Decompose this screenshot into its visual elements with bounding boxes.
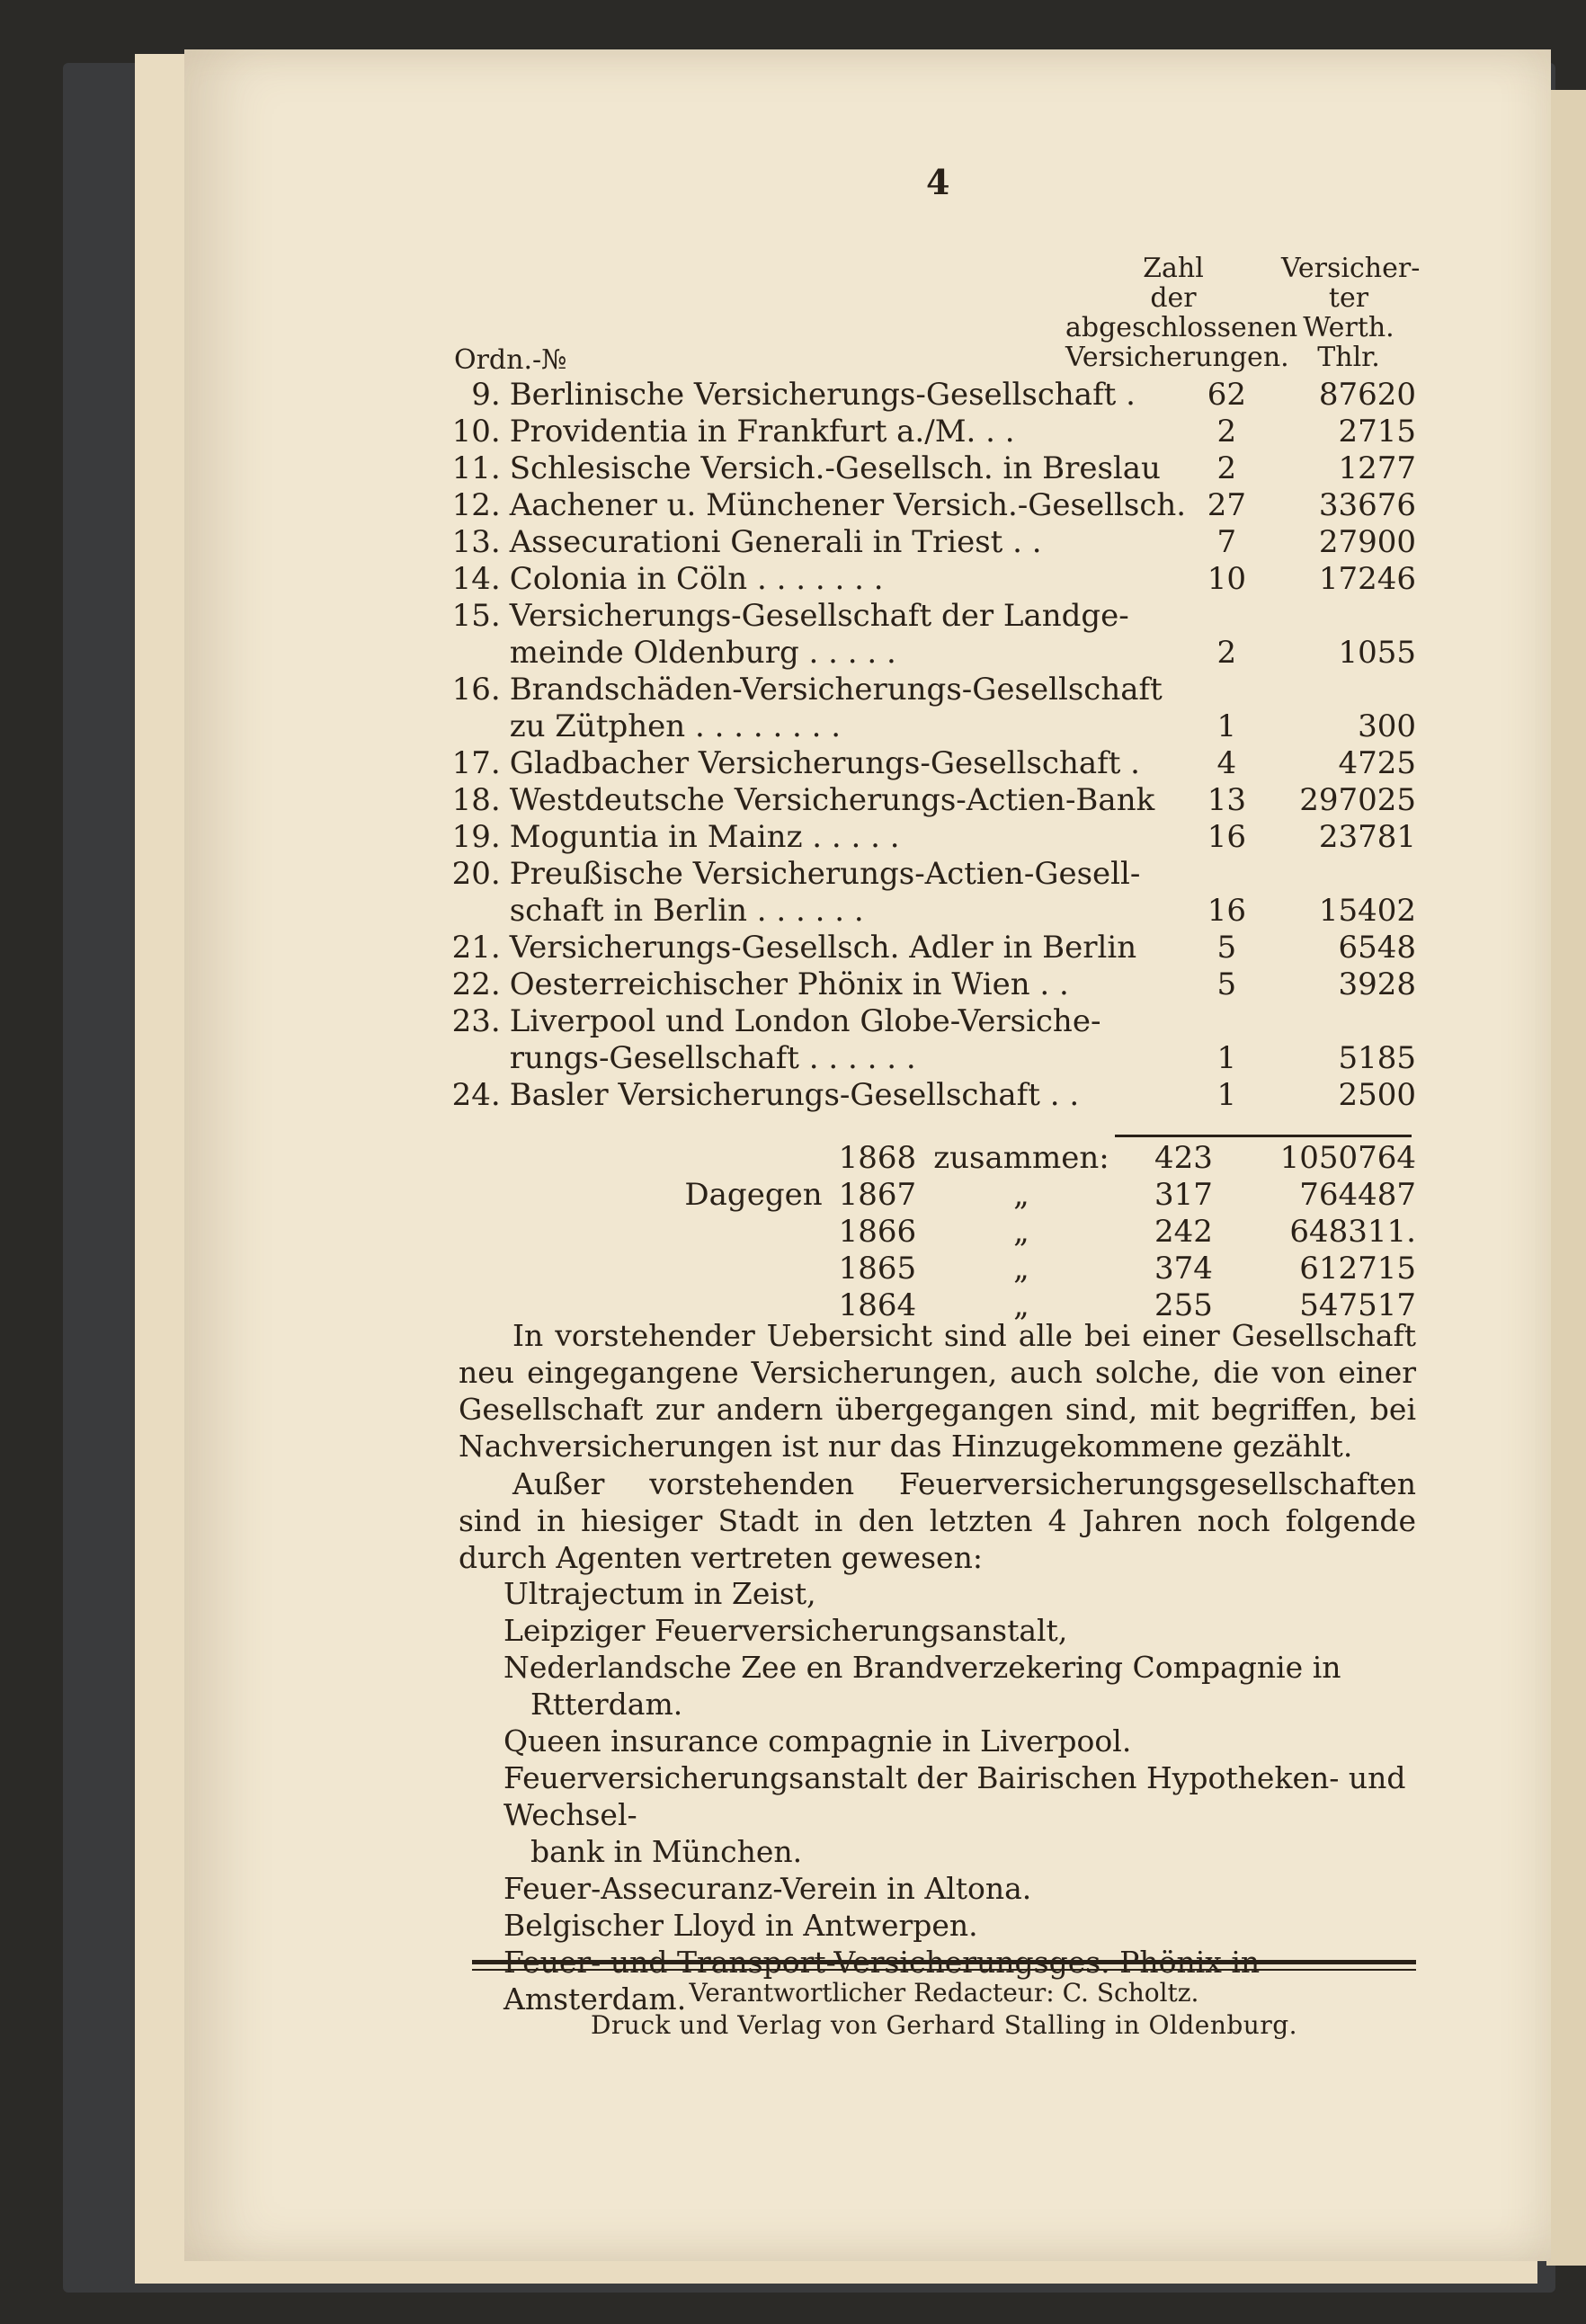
summary-suffix: „ xyxy=(1013,1214,1029,1250)
insured-value: 2500 xyxy=(1338,1077,1416,1113)
insured-value: 27900 xyxy=(1318,524,1416,560)
insured-value: 297025 xyxy=(1299,782,1416,818)
company-name: Liverpool und London Globe-Versiche- xyxy=(509,1003,1101,1039)
row-number: 13. xyxy=(451,524,501,560)
agent-item xyxy=(503,1870,1421,1907)
table-row xyxy=(450,450,1416,486)
contract-count: 7 xyxy=(1216,524,1237,560)
company-name: Westdeutsche Versicherungs-Actien-Bank xyxy=(509,782,1155,818)
insured-value: 23781 xyxy=(1318,819,1416,855)
company-name: Versicherungs-Gesellschaft der Landge- xyxy=(509,598,1129,634)
agent-line: Leipziger Feuerversicherungsanstalt, xyxy=(503,1613,1068,1648)
table-row xyxy=(450,929,1416,966)
company-name: rungs-Gesellschaft . . . . . . xyxy=(509,1040,916,1076)
agent-item xyxy=(503,1575,1421,1612)
summary-label: Dagegen xyxy=(684,1177,823,1213)
insured-value: 5185 xyxy=(1338,1040,1416,1076)
agent-line: Nederlandsche Zee en Brandverzekering Compagnie in xyxy=(503,1650,1341,1685)
header-zahl xyxy=(1065,253,1298,373)
contract-count: 1 xyxy=(1216,1077,1237,1113)
insured-value xyxy=(1268,855,1416,892)
insured-value: 33676 xyxy=(1318,487,1416,523)
insured-value: 87620 xyxy=(1318,377,1416,413)
contract-count xyxy=(1186,671,1268,708)
header-zahl-line: Zahl xyxy=(1143,253,1204,284)
summary-suffix: „ xyxy=(1013,1251,1029,1287)
insured-value xyxy=(1268,1002,1416,1039)
header-versichert xyxy=(1281,253,1421,373)
contract-count: 62 xyxy=(1207,377,1246,413)
table-row xyxy=(450,376,1416,413)
insurance-table xyxy=(450,376,1416,1113)
paragraph-note: In vorstehender Uebersicht sind alle bei einer Gesellschaft neu eingegangene Versicherungen, auch solche, die von einer Gesellschaft zur andern übergegangen sind, mit begriffen, bei Nachversicherungen ist nur das Hinzugekommene gezählt. xyxy=(459,1318,1416,1464)
paragraph-agents-intro: Außer vorstehenden Feuerversicherungsgesellschaften sind in hiesiger Stadt in den letzten 4 Jahren noch folgende durch Agenten vertreten gewesen: xyxy=(459,1466,1416,1575)
summary-count: 255 xyxy=(1154,1287,1213,1323)
company-name: Versicherungs-Gesellsch. Adler in Berlin xyxy=(509,930,1137,966)
row-number: 12. xyxy=(451,487,501,523)
company-name: meinde Oldenburg . . . . . xyxy=(509,635,896,671)
footer-rule xyxy=(472,1969,1416,1971)
company-name: Berlinische Versicherungs-Gesellschaft . xyxy=(509,377,1136,413)
summary-suffix: „ xyxy=(1013,1177,1029,1213)
summary-value: 764487 xyxy=(1299,1177,1416,1213)
agent-item xyxy=(503,1759,1421,1870)
summary-value: 612715 xyxy=(1299,1251,1416,1287)
contract-count: 5 xyxy=(1216,930,1237,966)
row-number: 16. xyxy=(451,672,501,708)
summary-table xyxy=(629,1139,1416,1323)
table-row xyxy=(450,597,1416,634)
company-name: Basler Versicherungs-Gesellschaft . . xyxy=(509,1077,1080,1113)
summary-year: 1864 xyxy=(838,1287,917,1323)
table-row xyxy=(450,1076,1416,1113)
company-name: Schlesische Versich.-Gesellsch. in Breslau xyxy=(509,450,1161,486)
row-number: 23. xyxy=(451,1003,501,1039)
summary-suffix: „ xyxy=(1013,1287,1029,1323)
summary-value: 1050764 xyxy=(1279,1140,1416,1176)
summary-count: 242 xyxy=(1154,1214,1213,1250)
contract-count: 16 xyxy=(1207,893,1246,929)
contract-count xyxy=(1186,597,1268,634)
contract-count: 1 xyxy=(1216,1040,1237,1076)
summary-row xyxy=(629,1250,1416,1287)
insured-value: 15402 xyxy=(1318,893,1416,929)
summary-row xyxy=(629,1176,1416,1213)
table-row xyxy=(450,708,1416,744)
insured-value xyxy=(1268,671,1416,708)
row-number xyxy=(450,708,510,744)
agent-item xyxy=(503,1612,1421,1649)
company-name: Assecurationi Generali in Triest . . xyxy=(509,524,1042,560)
agent-item xyxy=(503,1723,1421,1759)
header-vers-line: Versicher- xyxy=(1281,253,1421,284)
company-name: Providentia in Frankfurt a./M. . . xyxy=(509,414,1015,450)
summary-year: 1867 xyxy=(838,1177,917,1213)
company-name: schaft in Berlin . . . . . . xyxy=(509,893,864,929)
agent-line: Queen insurance compagnie in Liverpool. xyxy=(503,1723,1132,1759)
table-row xyxy=(450,892,1416,929)
table-row xyxy=(450,1039,1416,1076)
table-row xyxy=(450,560,1416,597)
summary-value: 648311. xyxy=(1289,1214,1416,1250)
agent-line: Belgischer Lloyd in Antwerpen. xyxy=(503,1908,978,1943)
insured-value: 4725 xyxy=(1338,745,1416,781)
contract-count: 10 xyxy=(1207,561,1246,597)
agent-line: Feuer- und Transport-Versicherungsges. Phönix in Amsterdam. xyxy=(503,1945,1261,2017)
table-row xyxy=(450,855,1416,892)
contract-count: 4 xyxy=(1216,745,1237,781)
header-vers-line: ter xyxy=(1328,282,1369,314)
insured-value: 1277 xyxy=(1338,450,1416,486)
summary-count: 317 xyxy=(1154,1177,1213,1213)
table-row xyxy=(450,634,1416,671)
row-number: 22. xyxy=(451,966,501,1002)
contract-count: 5 xyxy=(1216,966,1237,1002)
agents-list xyxy=(503,1575,1421,2017)
agent-line: Feuerversicherungsanstalt der Bairischen Hypotheken- und Wechsel- xyxy=(503,1760,1406,1832)
agent-item xyxy=(503,1907,1421,1944)
row-number: 21. xyxy=(451,930,501,966)
row-number: 9. xyxy=(471,377,501,413)
company-name: Moguntia in Mainz . . . . . xyxy=(509,819,900,855)
table-row xyxy=(450,744,1416,781)
summary-year: 1865 xyxy=(838,1251,917,1287)
table-row xyxy=(450,966,1416,1002)
agent-line-continued: Rtterdam. xyxy=(530,1687,683,1722)
summary-label xyxy=(629,1250,839,1287)
summary-label xyxy=(629,1213,839,1250)
row-number xyxy=(450,1039,510,1076)
insured-value: 2715 xyxy=(1338,414,1416,450)
row-number: 14. xyxy=(451,561,501,597)
footer-printer: Druck und Verlag von Gerhard Stalling in Oldenburg. xyxy=(590,2010,1298,2040)
insured-value: 3928 xyxy=(1338,966,1416,1002)
company-name: Preußische Versicherungs-Actien-Gesell- xyxy=(509,856,1141,892)
agent-item xyxy=(503,1649,1421,1723)
summary-row xyxy=(629,1139,1416,1176)
row-number xyxy=(450,892,510,929)
page-number: 4 xyxy=(926,162,950,202)
header-ordn: Ordn.-№ xyxy=(454,344,567,376)
footer-editor: Verantwortlicher Redacteur: C. Scholtz. xyxy=(689,1978,1199,2008)
row-number: 10. xyxy=(451,414,501,450)
insured-value: 300 xyxy=(1358,708,1416,744)
agent-line-continued: bank in München. xyxy=(530,1834,803,1869)
table-row xyxy=(450,671,1416,708)
row-number: 20. xyxy=(451,856,501,892)
table-row xyxy=(450,781,1416,818)
header-zahl-line: der xyxy=(1150,282,1197,314)
contract-count xyxy=(1186,1002,1268,1039)
summary-count: 374 xyxy=(1154,1251,1213,1287)
insured-value: 6548 xyxy=(1338,930,1416,966)
company-name: Oesterreichischer Phönix in Wien . . xyxy=(509,966,1069,1002)
header-zahl-line: abgeschlossenen xyxy=(1065,312,1298,343)
company-name: Brandschäden-Versicherungs-Gesellschaft xyxy=(509,672,1163,708)
row-number: 18. xyxy=(451,782,501,818)
row-number: 11. xyxy=(451,450,501,486)
insured-value: 17246 xyxy=(1318,561,1416,597)
summary-value: 547517 xyxy=(1299,1287,1416,1323)
summary-label xyxy=(629,1139,839,1176)
summary-row xyxy=(629,1213,1416,1250)
contract-count: 2 xyxy=(1216,414,1237,450)
company-name: Colonia in Cöln . . . . . . . xyxy=(509,561,884,597)
summary-year: 1868 xyxy=(838,1140,917,1176)
table-row xyxy=(450,523,1416,560)
row-number xyxy=(450,634,510,671)
company-name: Aachener u. Münchener Versich.-Gesellsch. xyxy=(509,487,1187,523)
sum-rule xyxy=(1115,1135,1412,1137)
summary-year: 1866 xyxy=(838,1214,917,1250)
footer-rule xyxy=(472,1960,1416,1964)
row-number: 15. xyxy=(451,598,501,634)
facing-page-edge xyxy=(1546,90,1586,2266)
table-row xyxy=(450,1002,1416,1039)
row-number: 24. xyxy=(451,1077,501,1113)
table-row xyxy=(450,818,1416,855)
contract-count xyxy=(1186,855,1268,892)
contract-count: 2 xyxy=(1216,635,1237,671)
insured-value: 1055 xyxy=(1338,635,1416,671)
company-name: Gladbacher Versicherungs-Gesellschaft . xyxy=(509,745,1140,781)
contract-count: 27 xyxy=(1207,487,1246,523)
contract-count: 16 xyxy=(1207,819,1246,855)
summary-suffix: zusammen: xyxy=(933,1140,1109,1176)
contract-count: 2 xyxy=(1216,450,1237,486)
header-vers-line: Werth. xyxy=(1303,312,1394,343)
header-vers-line: Thlr. xyxy=(1317,342,1380,373)
row-number: 19. xyxy=(451,819,501,855)
header-zahl-line: Versicherungen. xyxy=(1065,342,1289,373)
contract-count: 1 xyxy=(1216,708,1237,744)
agent-line: Ultrajectum in Zeist, xyxy=(503,1576,816,1611)
table-row xyxy=(450,486,1416,523)
summary-count: 423 xyxy=(1154,1140,1213,1176)
company-name: zu Zütphen . . . . . . . . xyxy=(509,708,842,744)
agent-line: Feuer-Assecuranz-Verein in Altona. xyxy=(503,1871,1032,1906)
row-number: 17. xyxy=(451,745,501,781)
insured-value xyxy=(1268,597,1416,634)
table-row xyxy=(450,413,1416,450)
contract-count: 13 xyxy=(1207,782,1246,818)
